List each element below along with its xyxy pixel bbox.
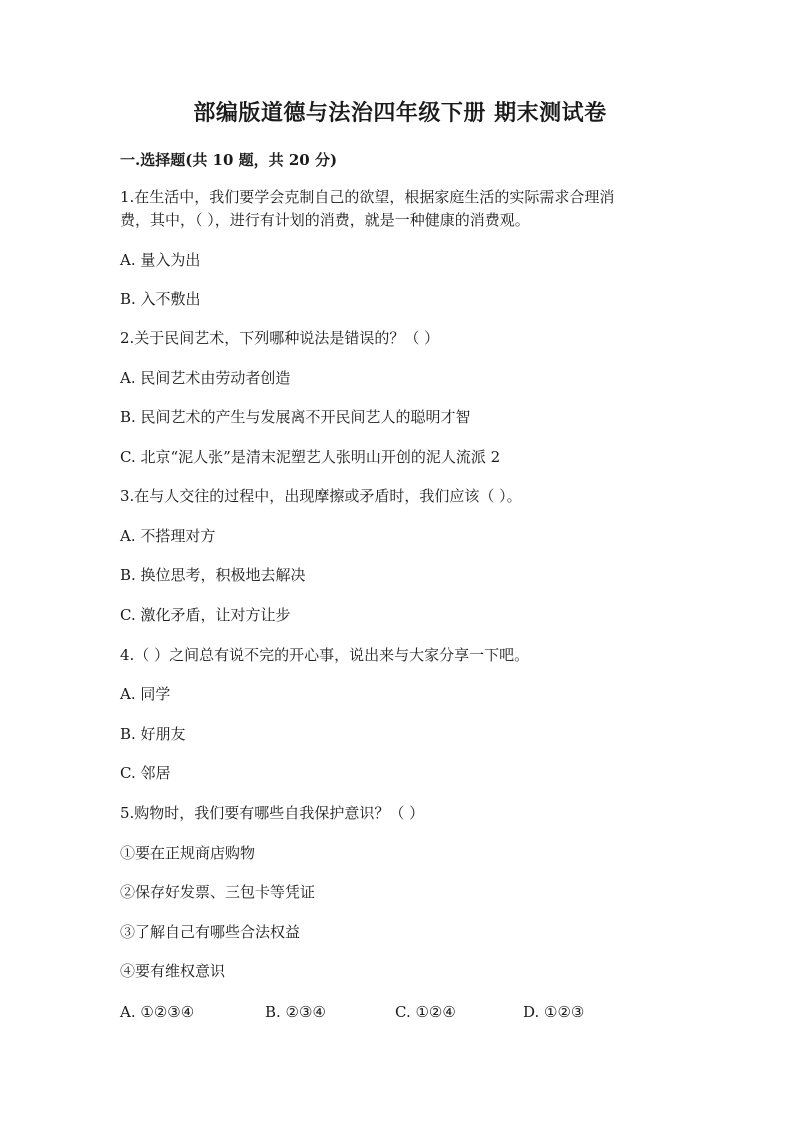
question-2-option-b: B. 民间艺术的产生与发展离不开民间艺人的聪明才智 — [120, 408, 471, 426]
question-5-option-d: D. ①②③ — [523, 1003, 585, 1021]
question-5-statement-1: ①要在正规商店购物 — [120, 844, 256, 862]
question-3-option-a: A. 不搭理对方 — [120, 527, 216, 545]
question-2-option-c: C. 北京“泥人张”是清末泥塑艺人张明山开创的泥人流派 2 — [120, 448, 501, 466]
question-4-stem: 4.（ ）之间总有说不完的开心事，说出来与大家分享一下吧。 — [120, 646, 530, 664]
question-4-option-c: C. 邻居 — [120, 764, 171, 782]
question-5-option-c: C. ①②④ — [395, 1003, 456, 1021]
question-5-option-a: A. ①②③④ — [120, 1003, 195, 1021]
question-1-option-b: B. 入不敷出 — [120, 290, 201, 308]
question-3-stem: 3.在与人交往的过程中，出现摩擦或矛盾时，我们应该（ ）。 — [120, 487, 522, 505]
question-1-stem-line-1: 1.在生活中，我们要学会克制自己的欲望，根据家庭生活的实际需求合理消 — [120, 188, 615, 206]
question-5-option-b: B. ②③④ — [265, 1003, 326, 1021]
section-heading: 一.选择题(共 10 题，共 20 分) — [120, 151, 338, 169]
question-4-option-b: B. 好朋友 — [120, 725, 186, 743]
question-2-stem: 2.关于民间艺术，下列哪种说法是错误的？（ ） — [120, 329, 440, 347]
question-1-option-a: A. 量入为出 — [120, 251, 201, 269]
question-5-statement-2: ②保存好发票、三包卡等凭证 — [120, 883, 316, 901]
question-5-statement-4: ④要有维权意识 — [120, 962, 226, 980]
question-5-stem: 5.购物时，我们要有哪些自我保护意识？（ ） — [120, 804, 425, 822]
question-5-statement-3: ③了解自己有哪些合法权益 — [120, 923, 301, 941]
exam-title: 部编版道德与法治四年级下册 期末测试卷 — [193, 100, 607, 126]
question-5-options-row — [120, 1003, 680, 1023]
question-3-option-b: B. 换位思考，积极地去解决 — [120, 566, 306, 584]
question-4-option-a: A. 同学 — [120, 685, 171, 703]
question-2-option-a: A. 民间艺术由劳动者创造 — [120, 369, 291, 387]
question-1-stem-line-2: 费，其中，（ ），进行有计划的消费，就是一种健康的消费观。 — [120, 211, 530, 229]
question-3-option-c: C. 激化矛盾，让对方让步 — [120, 606, 291, 624]
